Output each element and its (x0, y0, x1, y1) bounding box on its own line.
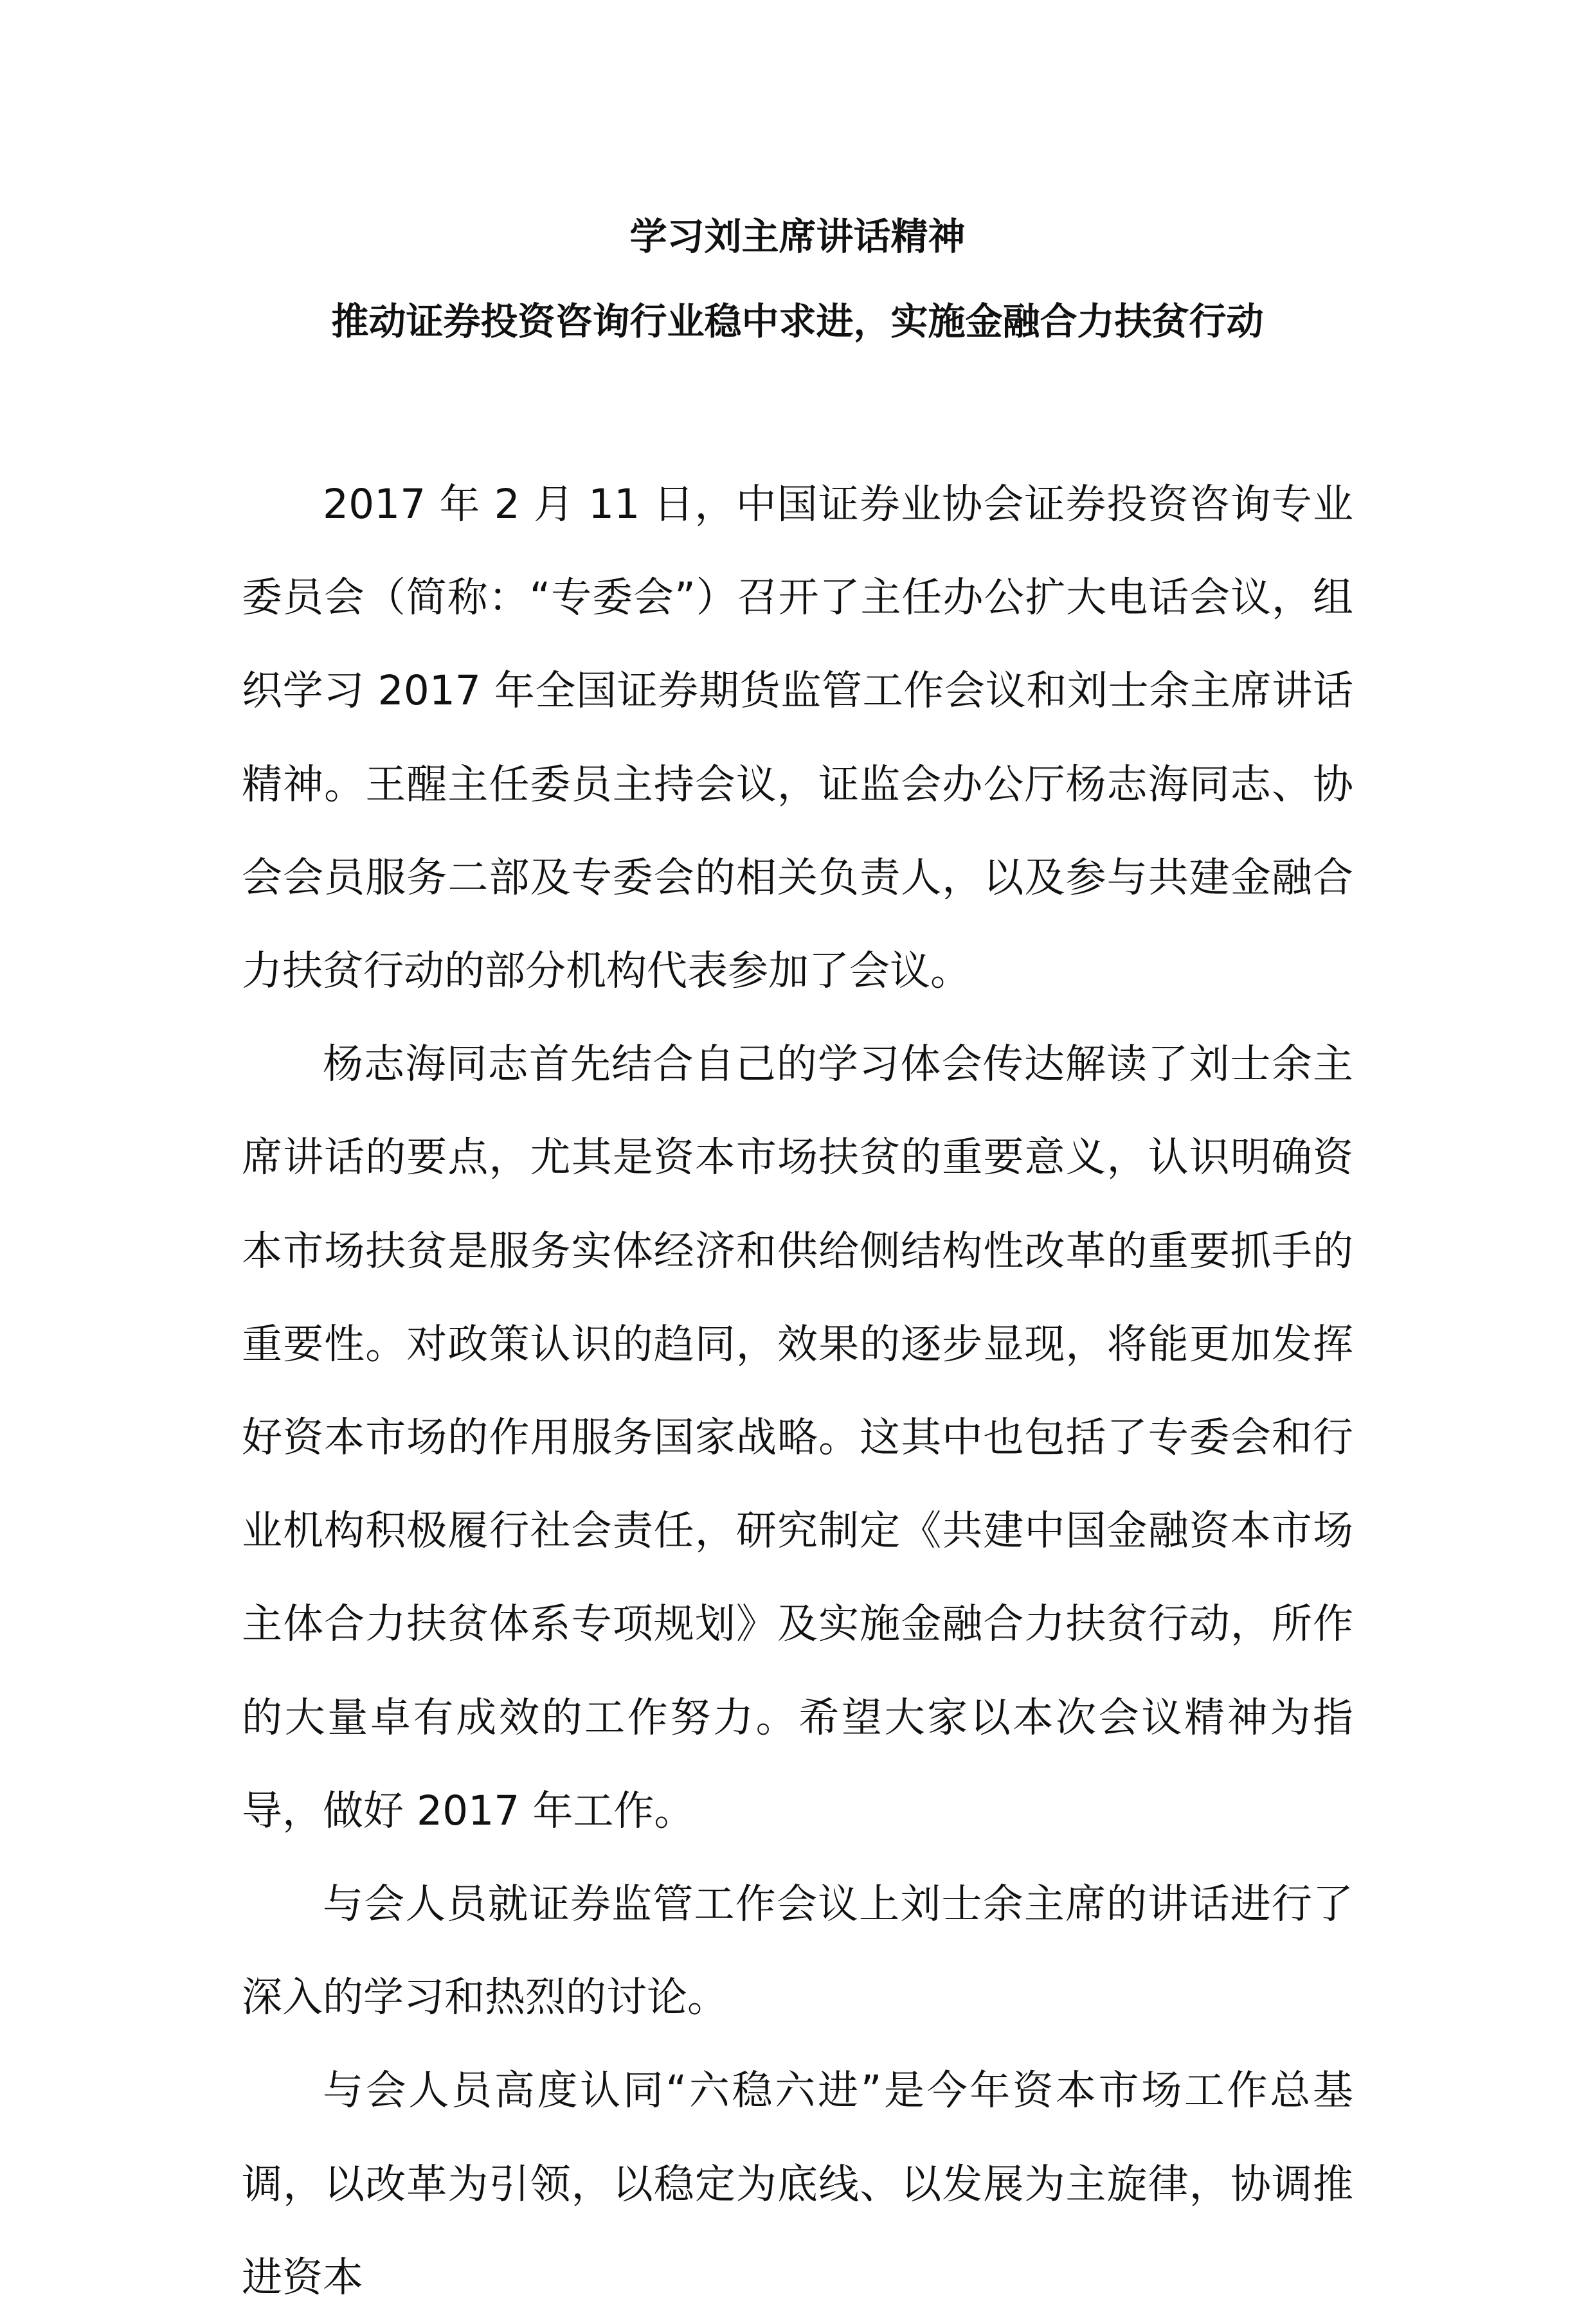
document-subtitle: 推动证券投资咨询行业稳中求进，实施金融合力扶贫行动 (331, 299, 1264, 343)
paragraph-2: 杨志海同志首先结合自己的学习体会传达解读了刘士余主席讲话的要点，尤其是资本市场扶贫的重要意义，认识明确资本市场扶贫是服务实体经济和供给侧结构性改革的重要抓手的重要性。对政策认识的趋同，效果的逐步显现，将能更加发挥好资本市场的作用服务国家战略。这其中也包括了专委会和行业机构积极履行社会责任，研究制定《共建中国金融资本市场主体合力扶贫体系专项规划》及实施金融合力扶贫行动，所作的大量卓有成效的工作努力。希望大家以本次会议精神为指导，做好 2017 年工作。 (242, 1041, 1353, 1834)
paragraph-3: 与会人员就证券监管工作会议上刘士余主席的讲话进行了深入的学习和热烈的讨论。 (242, 1881, 1353, 2021)
paragraph-1: 2017 年 2 月 11 日，中国证券业协会证券投资咨询专业委员会（简称：“专委会”）召开了主任办公扩大电话会议，组织学习 2017 年全国证券期货监管工作会议和刘士余主席讲话精神。王醒主任委员主持会议，证监会办公厅杨志海同志、协会会员服务二部及专委会的相关负责人，以及参与共建金融合力扶贫行动的部分机构代表参加了会议。 (242, 481, 1353, 995)
document-body (242, 458, 1353, 2324)
document-title: 学习刘主席讲话精神 (629, 215, 966, 258)
paragraph-4: 与会人员高度认同“六稳六进”是今年资本市场工作总基调，以改革为引领，以稳定为底线、以发展为主旋律，协调推进资本 (242, 2067, 1353, 2301)
